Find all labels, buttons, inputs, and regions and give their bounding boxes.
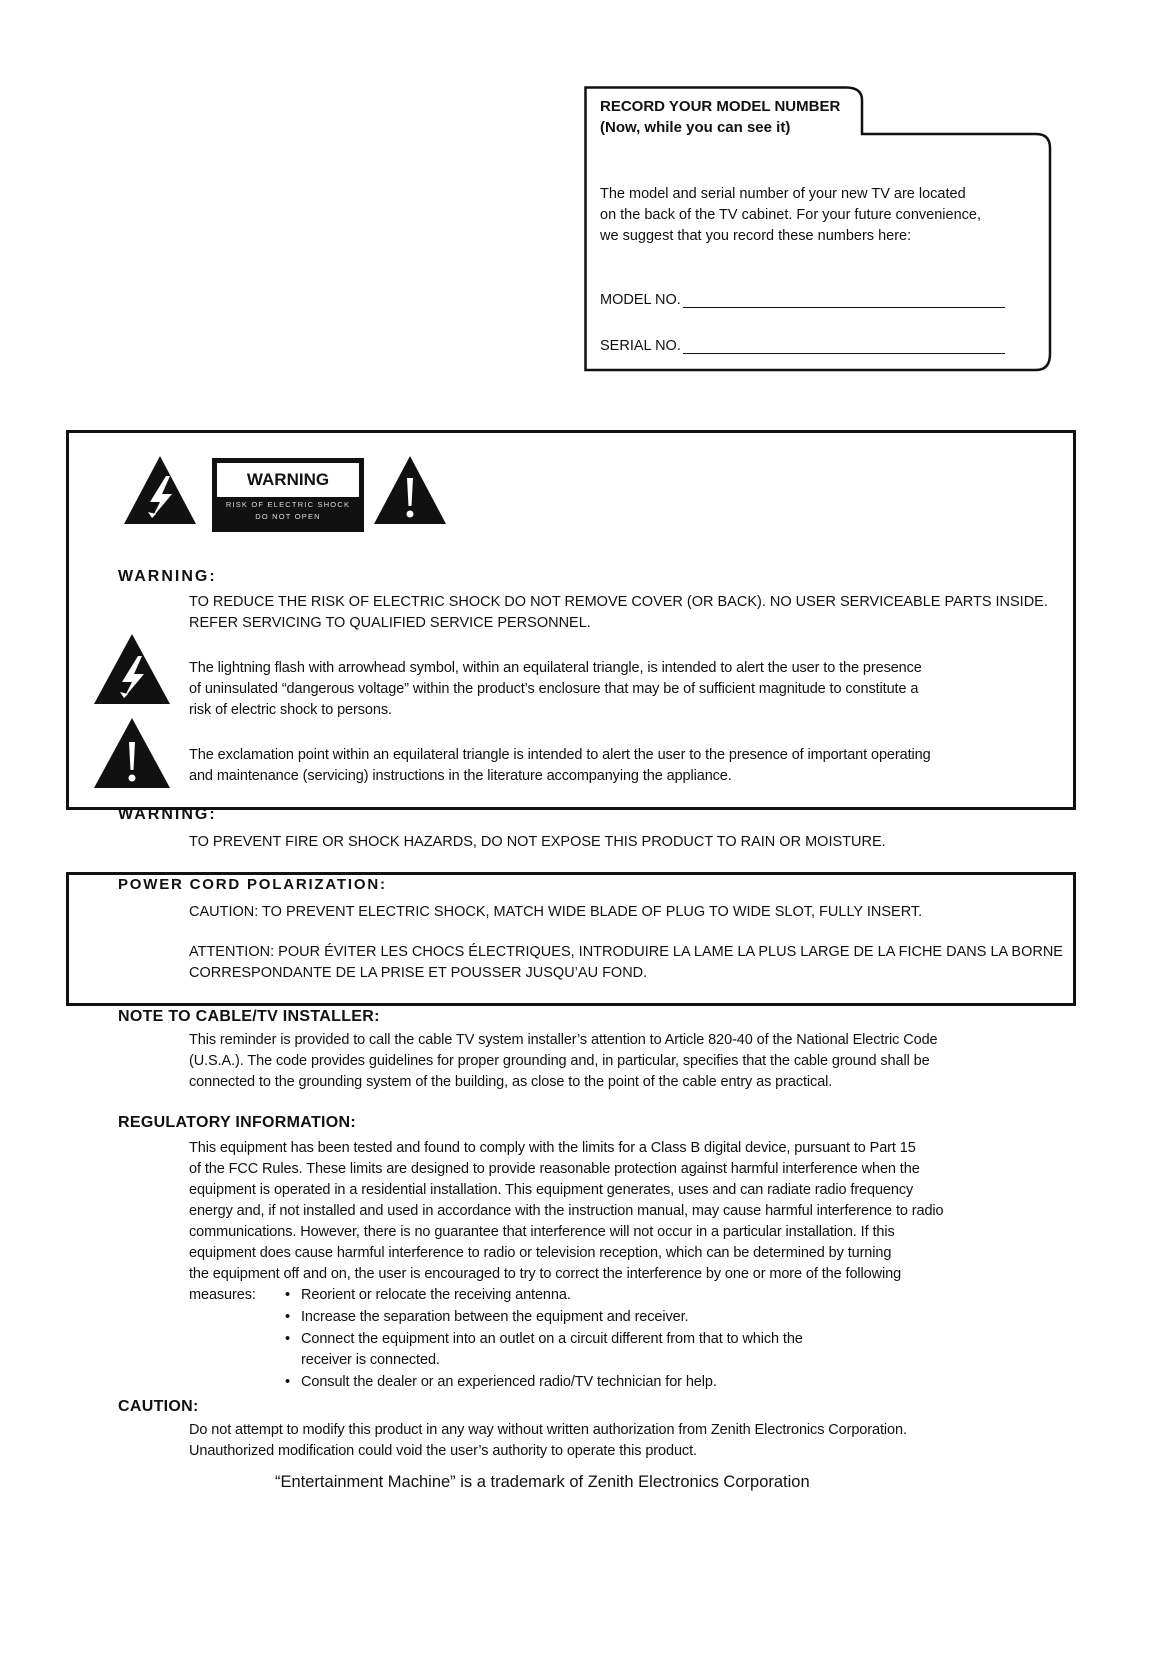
warning-heading: WARNING: bbox=[118, 568, 217, 585]
lightning-description-line: of uninsulated “dangerous voltage” within the product’s enclosure that may be of sufficient magnitude to constitute a bbox=[189, 681, 919, 697]
lightning-description-line: The lightning flash with arrowhead symbol, within an equilateral triangle, is intended to alert the user to the presence bbox=[189, 660, 922, 676]
record-body bbox=[600, 184, 1040, 247]
lightning-triangle-icon bbox=[122, 454, 198, 526]
caution-line: Do not attempt to modify this product in any way without written authorization from Zenith Electronics Corporation. bbox=[189, 1422, 907, 1438]
record-model-number-box bbox=[584, 86, 1052, 372]
warning-text-line: REFER SERVICING TO QUALIFIED SERVICE PERSONNEL. bbox=[189, 615, 591, 631]
caution-text bbox=[189, 1420, 907, 1462]
lightning-description bbox=[189, 658, 922, 721]
measure-item: • Increase the separation between the equipment and receiver. bbox=[301, 1307, 688, 1328]
measures-list bbox=[301, 1285, 1001, 1395]
regulatory-heading: REGULATORY INFORMATION: bbox=[118, 1114, 357, 1131]
warning-label-line1: RISK OF ELECTRIC SHOCK bbox=[225, 500, 351, 509]
warning-text bbox=[189, 592, 1048, 634]
record-body-line: on the back of the TV cabinet. For your future convenience, bbox=[600, 207, 981, 223]
caution-heading: CAUTION: bbox=[118, 1398, 199, 1415]
regulatory-line: equipment is operated in a residential installation. This equipment generates, uses and can radiate radio frequency bbox=[189, 1182, 914, 1198]
warning-label-line2: DO NOT OPEN bbox=[255, 512, 321, 521]
caution-line: Unauthorized modification could void the user’s authority to operate this product. bbox=[189, 1443, 697, 1459]
exclamation-description bbox=[189, 745, 931, 787]
power-cord-caution: CAUTION: TO PREVENT ELECTRIC SHOCK, MATCH WIDE BLADE OF PLUG TO WIDE SLOT, FULLY INSERT. bbox=[189, 904, 923, 920]
cable-installer-text bbox=[189, 1030, 938, 1093]
exclamation-description-line: and maintenance (servicing) instructions in the literature accompanying the appliance. bbox=[189, 768, 732, 784]
cable-installer-line: This reminder is provided to call the cable TV system installer’s attention to Article 820-40 of the National Electric Code bbox=[189, 1032, 938, 1048]
record-title bbox=[600, 96, 840, 138]
measure-item-continuation: receiver is connected. bbox=[301, 1352, 440, 1368]
cable-installer-heading: NOTE TO CABLE/TV INSTALLER: bbox=[118, 1008, 380, 1025]
record-title-line1: RECORD YOUR MODEL NUMBER bbox=[600, 98, 841, 115]
model-number-field[interactable] bbox=[600, 292, 1005, 308]
regulatory-text bbox=[189, 1138, 944, 1285]
lightning-description-line: risk of electric shock to persons. bbox=[189, 702, 392, 718]
exclamation-triangle-icon bbox=[92, 716, 172, 790]
power-cord-attention bbox=[189, 942, 1063, 984]
lightning-triangle-icon bbox=[92, 632, 172, 706]
moisture-warning-text: TO PREVENT FIRE OR SHOCK HAZARDS, DO NOT EXPOSE THIS PRODUCT TO RAIN OR MOISTURE. bbox=[189, 834, 886, 850]
record-body-line: The model and serial number of your new TV are located bbox=[600, 186, 966, 202]
regulatory-line: communications. However, there is no guarantee that interference will not occur in a particular installation. If this bbox=[189, 1224, 895, 1240]
serial-number-label: SERIAL NO. bbox=[600, 338, 681, 354]
model-number-line[interactable] bbox=[683, 293, 1005, 308]
regulatory-line: equipment does cause harmful interference to radio or television reception, which can be determined by turning bbox=[189, 1245, 892, 1261]
measure-item: • Consult the dealer or an experienced radio/TV technician for help. bbox=[301, 1372, 717, 1393]
regulatory-line: the equipment off and on, the user is encouraged to try to correct the interference by one or more of the following bbox=[189, 1266, 902, 1282]
serial-number-line[interactable] bbox=[683, 339, 1005, 354]
exclamation-triangle-icon bbox=[372, 454, 448, 526]
cable-installer-line: connected to the grounding system of the building, as close to the point of the cable entry as practical. bbox=[189, 1074, 833, 1090]
model-number-label: MODEL NO. bbox=[600, 292, 681, 308]
cable-installer-line: (U.S.A.). The code provides guidelines for proper grounding and, in particular, specifies that the cable ground shall be bbox=[189, 1053, 930, 1069]
exclamation-description-line: The exclamation point within an equilateral triangle is intended to alert the user to the presence of important operating bbox=[189, 747, 931, 763]
regulatory-line: energy and, if not installed and used in accordance with the instruction manual, may cause harmful interference to radio bbox=[189, 1203, 944, 1219]
serial-number-field[interactable] bbox=[600, 338, 1005, 354]
trademark-note: “Entertainment Machine” is a trademark of Zenith Electronics Corporation bbox=[275, 1473, 810, 1491]
power-cord-attention-line: ATTENTION: POUR ÉVITER LES CHOCS ÉLECTRIQUES, INTRODUIRE LA LAME LA PLUS LARGE DE LA FICHE DANS LA BORNE bbox=[189, 944, 1063, 960]
regulatory-line: of the FCC Rules. These limits are designed to provide reasonable protection against harmful interference when the bbox=[189, 1161, 920, 1177]
warning-text-line: TO REDUCE THE RISK OF ELECTRIC SHOCK DO NOT REMOVE COVER (OR BACK). NO USER SERVICEABLE PARTS INSIDE. bbox=[189, 594, 1048, 610]
measure-item: • Reorient or relocate the receiving antenna. bbox=[301, 1285, 571, 1306]
warning-heading: WARNING: bbox=[118, 806, 217, 823]
power-cord-heading: POWER CORD POLARIZATION: bbox=[118, 876, 387, 893]
record-title-line2: (Now, while you can see it) bbox=[600, 119, 791, 136]
warning-label bbox=[212, 458, 364, 532]
power-cord-attention-line: CORRESPONDANTE DE LA PRISE ET POUSSER JUSQU’AU FOND. bbox=[189, 965, 648, 981]
regulatory-line: This equipment has been tested and found to comply with the limits for a Class B digital device, pursuant to Part 15 bbox=[189, 1140, 916, 1156]
measure-item: • Connect the equipment into an outlet on a circuit different from that to which the bbox=[301, 1329, 803, 1350]
warning-label-title: WARNING bbox=[217, 463, 359, 497]
measures-label: measures: bbox=[189, 1287, 256, 1303]
record-body-line: we suggest that you record these numbers here: bbox=[600, 228, 912, 244]
